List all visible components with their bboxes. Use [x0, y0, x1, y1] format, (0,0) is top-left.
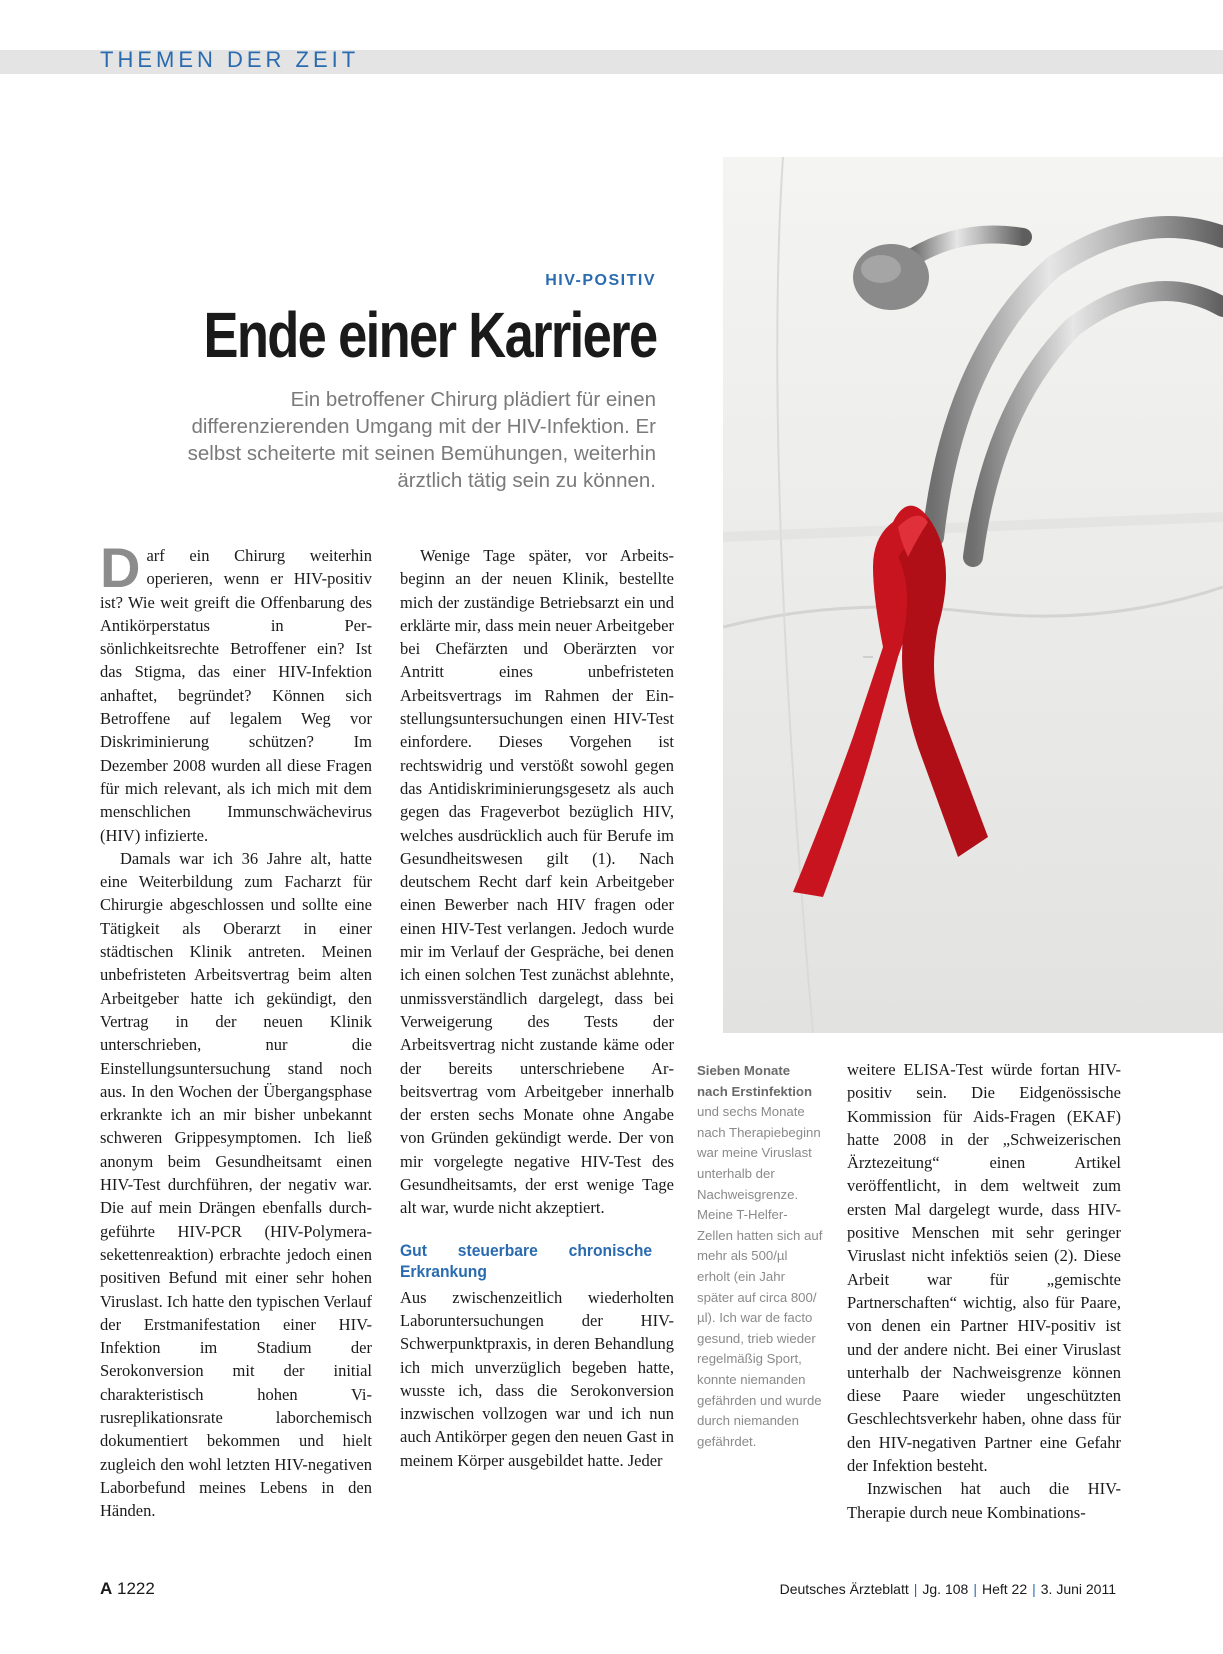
journal-info: [780, 1581, 1116, 1597]
subheading: Gut steuerbare chronische Erkrankung: [400, 1240, 653, 1281]
separator: |: [913, 1581, 918, 1597]
journal-issue: Heft 22: [981, 1581, 1028, 1597]
page-number: [100, 1579, 155, 1599]
separator: |: [973, 1581, 977, 1597]
photo-illustration-icon: [723, 157, 1223, 1033]
journal-volume: Jg. 108: [922, 1581, 969, 1597]
journal-date: 3. Juni 2011: [1040, 1581, 1116, 1597]
article-column-3: [847, 1058, 1121, 1524]
paragraph-text: arf ein Chirurg weiterhin operieren, wenn er HIV-positiv ist? Wie weit greift die Offenbarung des Antikörperstatus in Persönlichkeitsrechte Betroffener ein? Ist das Stigma, das einer HIV-Infektion anhaftet, begründet? Können sich Betroffene auf legalem Weg vor Diskriminierung schützen? Im Dezember 2008 wurden all diese Fragen für mich relevant, als ich mich mit dem menschlichen Immunschwächevirus (HIV) infizierte.: [100, 546, 372, 845]
stethoscope-ribbon-photo: [723, 157, 1223, 1033]
paragraph: Damals war ich 36 Jahre alt, hatte eine Weiterbildung zum Facharzt für Chirurgie abgeschlossen und sollte eine Tätigkeit als Oberarzt in einer städtischen Klinik antreten. Meinen unbefristeten Arbeitsvertrag beim alten Arbeitgeber hatte ich gekündigt, den Vertrag in der neuen Klinik unterschrieben, nur die Einstellungsuntersuchung stand noch aus. In den Wochen der Übergangsphase erkrankte ich an mir bisher unbekannt schweren Grippesymptomen. Ich ließ anonym beim Gesundheitsamt einen HIV-Test durchführen, der negativ war. Die auf mein Drängen ebenfalls durchgeführte HIV-PCR (HIV-Polymerasekettenreaktion) erbrachte jedoch einen positiven Befund mit einer sehr hohen Viruslast. Ich hatte den typischen Verlauf der Erstmanifestation einer HIV-Infektion im Stadium der Serokonversion mit der initial charakteristisch hohen Virusreplikationsrate laborchemisch dokumentiert bekommen und hielt zugleich den wohl letzten HIV-negativen Laborbefund meines Lebens in den Händen.: [100, 848, 372, 1521]
caption-text: und sechs Monate nach Therapiebeginn war meine Viruslast unterhalb der Nachweisgrenze. Meine T-Helfer-Zellen hatten sich auf mehr als 500/µl erholt (ein Jahr später auf circa 800/µl). Ich war de facto gesund, trieb wieder regelmäßig Sport, konnte niemanden gefährden und wurde durch niemanden gefährdet.: [697, 1104, 823, 1449]
paragraph: Inzwischen hat auch die HIV-Therapie durch neue Kombinations-: [847, 1479, 1121, 1522]
article-lead: Ein betroffener Chirurg plädiert für einen differenzierenden Umgang mit der HIV-Infektion. Er selbst scheiterte mit seinen Bemühungen, weiterhin ärztlich tätig sein zu können.: [187, 388, 656, 492]
paragraph: Wenige Tage später, vor Arbeitsbeginn an der neuen Klinik, bestellte mich der zuständige Betriebsarzt ein und erklärte mir, dass mein neuer Arbeitgeber bei Chefärzten und Oberärzten vor Antritt eines unbefristeten Arbeitsvertrags im Rahmen der Einstellungsuntersuchungen einen HIV-Test einfordere. Dieses Vorgehen ist rechtswidrig und verstößt sowohl gegen das Antidiskriminierungsgesetz als auch gegen das Frageverbot bezüglich HIV, welches ausdrücklich auch für Berufe im Gesundheitswesen gilt (1). Nach deutschem Recht darf kein Arbeitgeber einen Bewerber nach HIV fragen oder einen HIV-Test verlangen. Jedoch wurde mir im Verlauf der Gespräche, bei denen ich einen solchen Test zunächst ablehnte, unmissverständlich dargelegt, dass bei Verweigerung des Tests der Arbeitsvertrag nicht zustande käme oder der bereits unterschriebene Arbeitsvertrag vom Arbeitgeber innerhalb der ersten sechs Monate ohne Angabe von Gründen gekündigt werde. Der von mir vorgelegte negative HIV-Test des Gesundheitsamts, der erst wenige Tage alt war, wurde nicht akzeptiert.: [400, 546, 674, 1218]
photo-caption: [697, 1061, 823, 1452]
article-column-2: [400, 544, 674, 1472]
article-column-1: [100, 536, 372, 1522]
section-label: THEMEN DER ZEIT: [100, 47, 360, 72]
article-kicker: HIV-POSITIV: [545, 272, 656, 289]
paragraph: [100, 536, 372, 847]
journal-name: Deutsches Ärzteblatt: [779, 1581, 909, 1597]
page-prefix: A: [100, 1579, 113, 1598]
caption-lead: Sieben Monate nach Erstinfektion: [697, 1063, 813, 1099]
dropcap: D: [100, 536, 141, 599]
paragraph: Aus zwischenzeitlich wiederholten Laboruntersuchungen der HIV-Schwerpunktpraxis, in deren Behandlung ich mich unverzüglich begeben hatte, wusste ich, dass die Serokonversion inzwischen vollzogen war und ich nun auch Antikörper gegen den neuen Gast in meinem Körper ausgebildet hatte. Jeder: [400, 1287, 674, 1470]
article-title: Ende einer Karriere: [202, 299, 656, 371]
page-number-value: 1222: [117, 1579, 155, 1598]
separator: |: [1032, 1581, 1036, 1597]
paragraph: weitere ELISA-Test würde fortan HIV-positiv sein. Die Eidgenössische Kommission für Aids-Fragen (EKAF) hatte 2008 in der „Schweizerischen Ärztezeitung“ einen Artikel veröffentlicht, in dem weltweit zum ersten Mal dargelegt wurde, dass HIV-positive Menschen mit sehr geringer Viruslast nicht infektiös seien (2). Diese Arbeit war für „gemischte Partnerschaften“ wichtig, also für Paare, von denen ein Partner HIV-positiv ist und der andere nicht. Bei einer Viruslast unterhalb der Nachweisgrenze können diese Paare wieder ungeschützten Geschlechtsverkehr haben, ohne dass für den HIV-negativen Partner eine Gefahr der Infektion besteht.: [847, 1060, 1121, 1476]
